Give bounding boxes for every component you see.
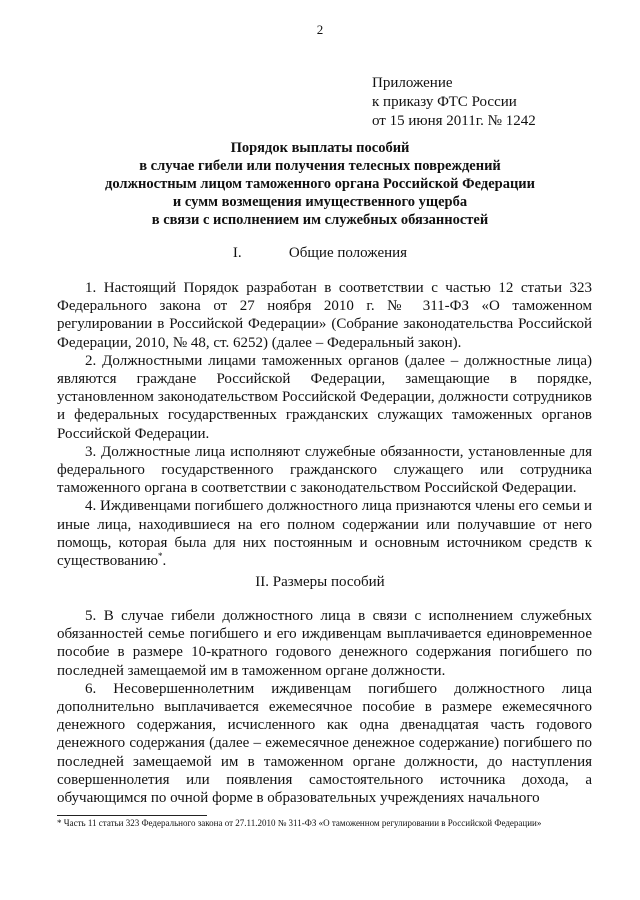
appendix-line: от 15 июня 2011г. № 1242 (372, 113, 536, 129)
title-line: в связи с исполнением им служебных обязанностей (151, 212, 489, 228)
title-line: и сумм возмещения имущественного ущерба (172, 194, 468, 210)
paragraph: 1. Настоящий Порядок разработан в соответствии с частью 12 статьи 323 Федерального закона от 27 ноября 2010 г. № 311-ФЗ «О таможенном регулировании в Российской Федерации» (Собрание законодательства Российской Федерации, 2010, № 48, ст. 6252) (далее – Федеральный закон). (57, 280, 592, 351)
section-heading-benefits: II. Размеры пособий (255, 574, 385, 590)
appendix-header (372, 74, 536, 131)
paragraph: 2. Должностными лицами таможенных органов (далее – должностные лица) являются граждане Российской Федерации, замещающие в порядке, установленном законодательством Российской Федерации, должности сотрудников и федеральных государственных гражданских служащих таможенных органов Российской Федерации. (57, 352, 592, 442)
appendix-line: Приложение (372, 75, 453, 91)
page-number: 2 (316, 22, 324, 37)
footnote-marker: * (158, 551, 163, 562)
appendix-line: к приказу ФТС России (372, 94, 517, 110)
section-name: Общие положения (288, 245, 408, 261)
section-benefits-body (57, 607, 592, 807)
paragraph: 5. В случае гибели должностного лица в связи с исполнением служебных обязанностей семье погибшего и его иждивенцам выплачивается единовременное пособие в размере 10-кратного годового денежного содержания погибшего по последней замещаемой им в таможенном органе должности. (57, 608, 592, 679)
paragraph-text: 4. Иждивенцами погибшего должностного лица признаются члены его семьи и иные лица, находившиеся на его полном содержании или получавшие от него помощь, которая была для них постоянным и основным источником средств к существованию (57, 498, 592, 570)
paragraph: 3. Должностные лица исполняют служебные обязанности, установленные для федерального государственного гражданского служащего или сотрудника таможенного органа в соответствии с законодательством Российской Федерации. (57, 443, 592, 497)
section-heading-general (0, 244, 640, 262)
footnote-divider (57, 815, 207, 816)
section-general-body (57, 279, 592, 570)
document-title (0, 139, 640, 229)
title-line: Порядок выплаты пособий (230, 140, 410, 156)
title-line: должностным лицом таможенного органа Российской Федерации (104, 176, 536, 192)
paragraph: 6. Несовершеннолетним иждивенцам погибшего должностного лица дополнительно выплачивается ежемесячное пособие в размере ежемесячного денежного содержания, исчисленного как одна двенадцатая часть годового денежного содержания (далее – ежемесячное денежное содержание) погибшего по последней замещаемой им в таможенном органе должности, до наступления совершеннолетия или появления самостоятельного источника дохода, а обучающимся по очной форме в образовательных учреждениях начального (57, 680, 592, 807)
section-number: I. (232, 245, 242, 261)
paragraph-with-footnote: 4. Иждивенцами погибшего должностного лица признаются члены его семьи и иные лица, находившиеся на его полном содержании или получавшие от него помощь, которая была для них постоянным и основным источником средств к существованию*. (57, 498, 592, 570)
footnote-text: * Часть 11 статьи 323 Федерального закона от 27.11.2010 № 311-ФЗ «О таможенном регулировании в Российской Федерации» (57, 818, 542, 828)
title-line: в случае гибели или получения телесных повреждений (139, 158, 501, 174)
